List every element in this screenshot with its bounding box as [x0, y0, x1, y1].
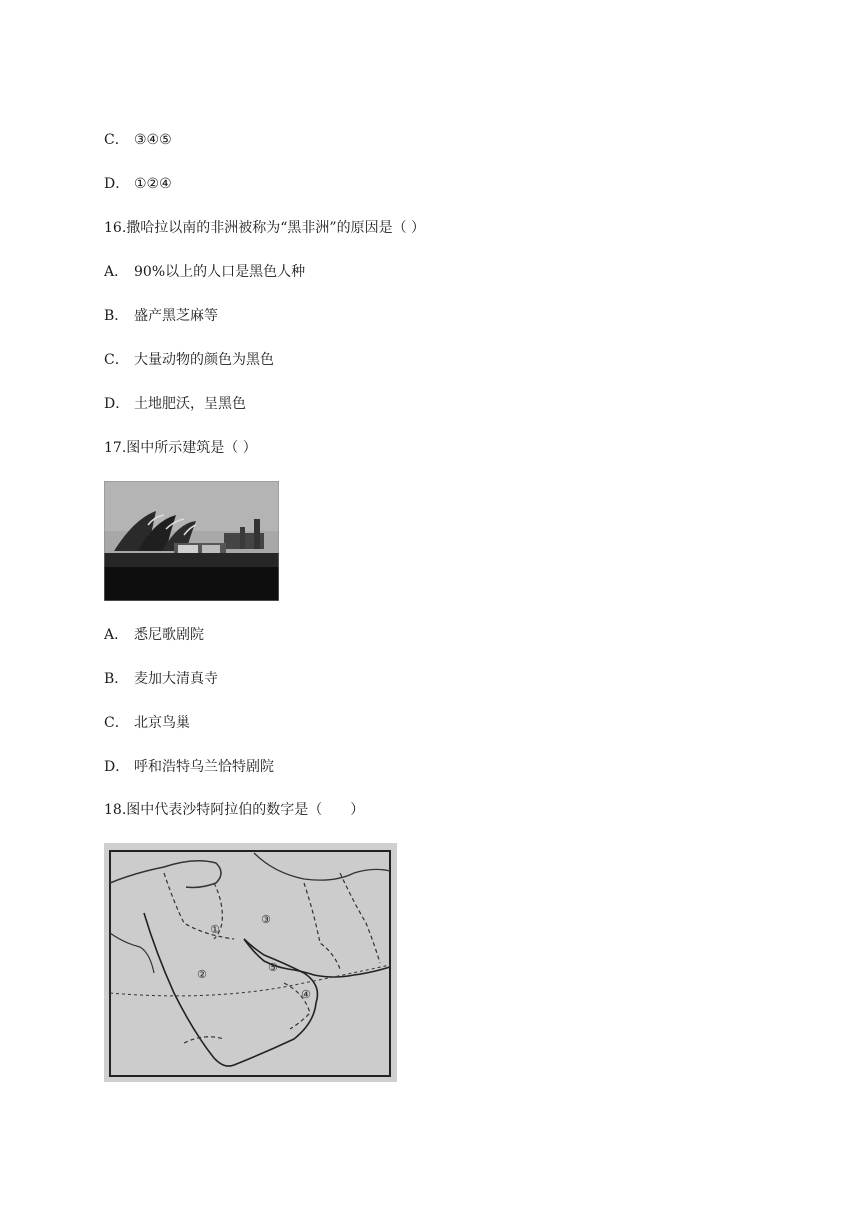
option-letter: B．: [104, 308, 129, 324]
option-letter: D．: [104, 759, 130, 775]
option-letter: C．: [104, 132, 129, 148]
option-c: [104, 130, 172, 150]
q16-option-a: [104, 262, 305, 282]
option-text: 呼和浩特乌兰恰特剧院: [134, 759, 274, 775]
q16-option-d: [104, 394, 246, 414]
option-letter: D．: [104, 176, 130, 192]
q17-option-a: [104, 625, 204, 645]
q17-option-c: [104, 713, 190, 733]
map-label-1: ①: [210, 923, 220, 936]
option-letter: C．: [104, 352, 129, 368]
question-18-stem: 18.图中代表沙特阿拉伯的数字是（ ）: [104, 802, 365, 818]
middle-east-map: [104, 843, 397, 1082]
option-letter: A．: [104, 264, 129, 280]
option-text: ①②④: [134, 176, 172, 192]
option-text: ③④⑤: [134, 132, 172, 148]
q16-option-c: [104, 350, 274, 370]
option-letter: B．: [104, 671, 129, 687]
map-label-4: ④: [301, 988, 311, 1001]
option-letter: D．: [104, 396, 130, 412]
map-label-2: ②: [197, 968, 207, 981]
q17-option-d: [104, 757, 274, 777]
option-text: 大量动物的颜色为黑色: [134, 352, 274, 368]
option-letter: C．: [104, 715, 129, 731]
q17-option-b: [104, 669, 218, 689]
map-label-5: ⑤: [268, 961, 278, 974]
question-16-stem: 16.撒哈拉以南的非洲被称为“黑非洲”的原因是（ ）: [104, 220, 426, 236]
question-17-stem: 17.图中所示建筑是（ ）: [104, 440, 257, 456]
opera-house-photo: [104, 481, 279, 601]
option-d: [104, 174, 172, 194]
option-text: 北京鸟巢: [134, 715, 190, 731]
map-label-3: ③: [261, 913, 271, 926]
option-text: 盛产黑芝麻等: [134, 308, 218, 324]
option-text: 土地肥沃，呈黑色: [134, 396, 246, 412]
option-text: 麦加大清真寺: [134, 671, 218, 687]
option-letter: A．: [104, 627, 129, 643]
option-text: 90%以上的人口是黑色人种: [134, 264, 306, 280]
q16-option-b: [104, 306, 218, 326]
option-text: 悉尼歌剧院: [134, 627, 204, 643]
